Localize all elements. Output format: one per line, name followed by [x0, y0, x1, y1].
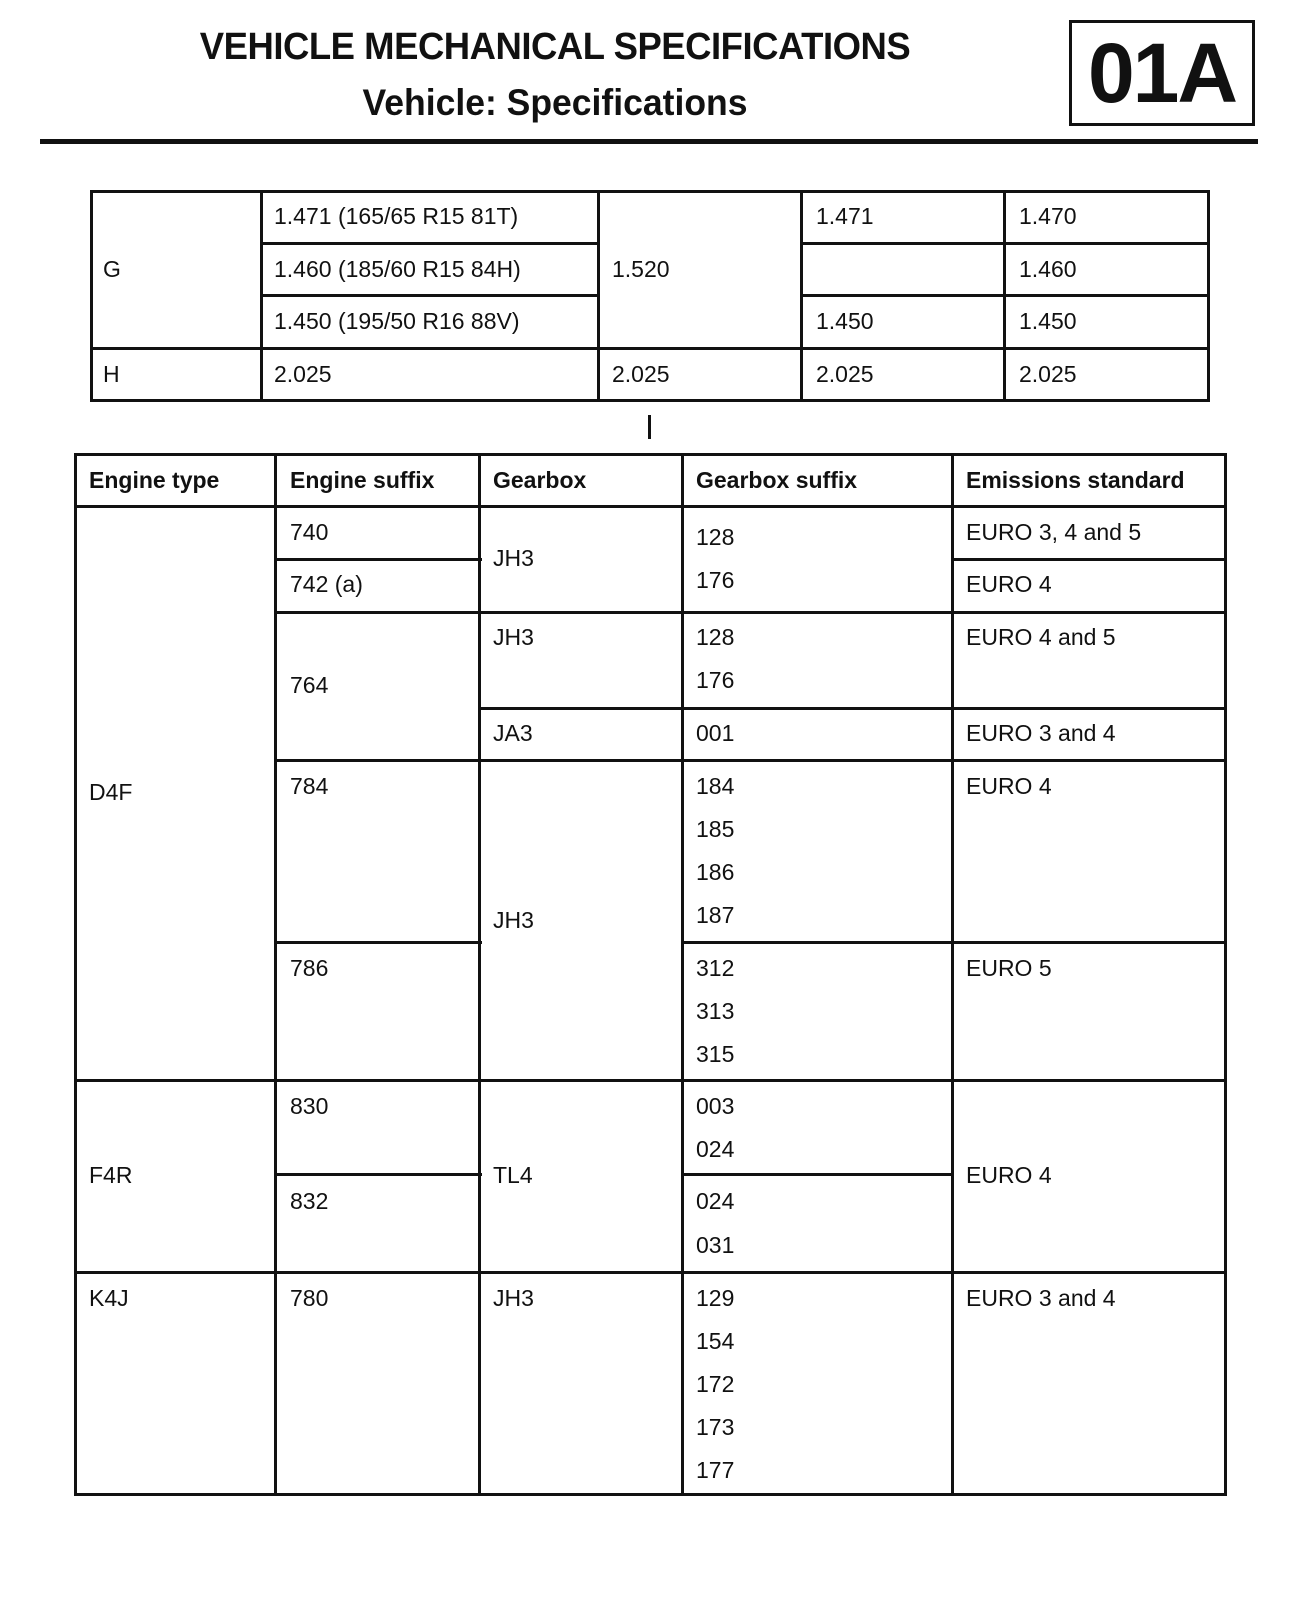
- table-border-left: [74, 453, 77, 1496]
- table-border-right: [1224, 453, 1227, 1496]
- table-rule: [276, 941, 482, 944]
- emissions-standard: EURO 3 and 4: [966, 1285, 1116, 1311]
- table-rule: [681, 453, 684, 1496]
- gearbox-suffix: 187: [696, 902, 735, 928]
- table-rule: [276, 558, 482, 561]
- column-header-gearbox: Gearbox: [493, 467, 587, 493]
- track-value: 1.460: [1019, 256, 1077, 282]
- gearbox-suffix: 003: [696, 1093, 735, 1119]
- engine-suffix: 784: [290, 773, 329, 799]
- engine-type-k4j: K4J: [89, 1285, 129, 1311]
- tyre-value: 1.450 (195/50 R16 88V): [274, 308, 520, 334]
- engine-suffix: 832: [290, 1188, 329, 1214]
- gearbox-suffix: 129: [696, 1285, 735, 1311]
- table-rule: [74, 1271, 1227, 1274]
- gearbox-suffix: 172: [696, 1371, 735, 1397]
- table-rule: [274, 453, 277, 1496]
- table-rule: [682, 941, 1226, 944]
- gearbox-suffix: 185: [696, 816, 735, 842]
- emissions-standard: EURO 4: [966, 571, 1052, 597]
- column-header-emissions-standard: Emissions standard: [966, 467, 1185, 493]
- gearbox-suffix: 001: [696, 720, 735, 746]
- gearbox-suffix: 128: [696, 624, 735, 650]
- engine-suffix: 740: [290, 519, 329, 545]
- table-rule: [951, 453, 954, 1496]
- table-rule: [260, 294, 599, 297]
- gearbox-suffix: 176: [696, 567, 735, 593]
- track-value: 1.450: [1019, 308, 1077, 334]
- emissions-standard: EURO 4: [966, 1162, 1052, 1188]
- track-value: 1.471: [816, 203, 874, 229]
- table-border-top: [74, 453, 1227, 456]
- table-rule: [276, 759, 1226, 762]
- column-header-gearbox-suffix: Gearbox suffix: [696, 467, 858, 493]
- tyre-value: 1.460 (185/60 R15 84H): [274, 256, 521, 282]
- document-subtitle: Vehicle: Specifications: [362, 82, 748, 123]
- table-rule: [800, 190, 803, 402]
- track-value: 1.450: [816, 308, 874, 334]
- table-rule: [480, 707, 1226, 710]
- row-label-g: G: [103, 256, 121, 282]
- engine-suffix: 742 (a): [290, 571, 363, 597]
- table-border-left: [90, 190, 93, 402]
- table-rule: [952, 558, 1226, 561]
- emissions-standard: EURO 4 and 5: [966, 624, 1116, 650]
- gearbox-suffix: 177: [696, 1457, 735, 1483]
- tyre-value: 1.471 (165/65 R15 81T): [274, 203, 519, 229]
- table-rule: [276, 1173, 482, 1176]
- wheelbase-value: 2.025: [274, 361, 332, 387]
- table-rule: [260, 242, 599, 245]
- emissions-standard: EURO 5: [966, 955, 1052, 981]
- table-border-bottom: [74, 1493, 1227, 1496]
- gearbox-suffix: 184: [696, 773, 735, 799]
- gearbox-suffix: 031: [696, 1232, 735, 1258]
- gearbox-suffix: 313: [696, 998, 735, 1024]
- gearbox-suffix: 024: [696, 1188, 735, 1214]
- table-border-right: [1207, 190, 1210, 402]
- gearbox-suffix: 176: [696, 667, 735, 693]
- gearbox-suffix: 315: [696, 1041, 735, 1067]
- table-rule: [802, 294, 1210, 297]
- table-rule: [478, 453, 481, 1496]
- emissions-standard: EURO 3, 4 and 5: [966, 519, 1142, 545]
- table-rule: [260, 190, 263, 402]
- table-rule: [802, 242, 1210, 245]
- table-rule: [276, 611, 1226, 614]
- gearbox: JH3: [493, 1285, 534, 1311]
- engine-suffix: 830: [290, 1093, 329, 1119]
- table-rule: [682, 1173, 954, 1176]
- engine-type-f4r: F4R: [89, 1162, 133, 1188]
- document-title: VEHICLE MECHANICAL SPECIFICATIONS: [199, 26, 911, 68]
- gearbox-suffix: 173: [696, 1414, 735, 1440]
- gearbox-suffix: 024: [696, 1136, 735, 1162]
- gearbox: JH3: [493, 624, 534, 650]
- section-code-box: 01A: [1069, 20, 1255, 126]
- gearbox: TL4: [493, 1162, 533, 1188]
- engine-suffix: 786: [290, 955, 329, 981]
- gearbox-suffix: 154: [696, 1328, 735, 1354]
- gearbox: JH3: [493, 907, 534, 933]
- gearbox-suffix: 312: [696, 955, 735, 981]
- table-rule: [74, 1079, 1227, 1082]
- column-header-engine-type: Engine type: [89, 467, 220, 493]
- gearbox: JA3: [493, 720, 533, 746]
- wheelbase-value: 2.025: [612, 361, 670, 387]
- header-rule: [40, 139, 1258, 144]
- engine-type-d4f: D4F: [89, 779, 133, 805]
- row-label-h: H: [103, 361, 120, 387]
- separator-mark: [648, 415, 651, 439]
- gearbox-suffix: 186: [696, 859, 735, 885]
- table-rule: [1003, 190, 1006, 402]
- header-rule: [74, 505, 1227, 508]
- column-header-engine-suffix: Engine suffix: [290, 467, 435, 493]
- gearbox-suffix: 128: [696, 524, 735, 550]
- emissions-standard: EURO 3 and 4: [966, 720, 1116, 746]
- table-rule: [597, 190, 600, 402]
- wheelbase-value: 2.025: [1019, 361, 1077, 387]
- track-value: 1.470: [1019, 203, 1077, 229]
- wheelbase-value: 2.025: [816, 361, 874, 387]
- engine-suffix: 764: [290, 672, 329, 698]
- engine-suffix: 780: [290, 1285, 329, 1311]
- track-value: 1.520: [612, 256, 670, 282]
- emissions-standard: EURO 4: [966, 773, 1052, 799]
- gearbox: JH3: [493, 545, 534, 571]
